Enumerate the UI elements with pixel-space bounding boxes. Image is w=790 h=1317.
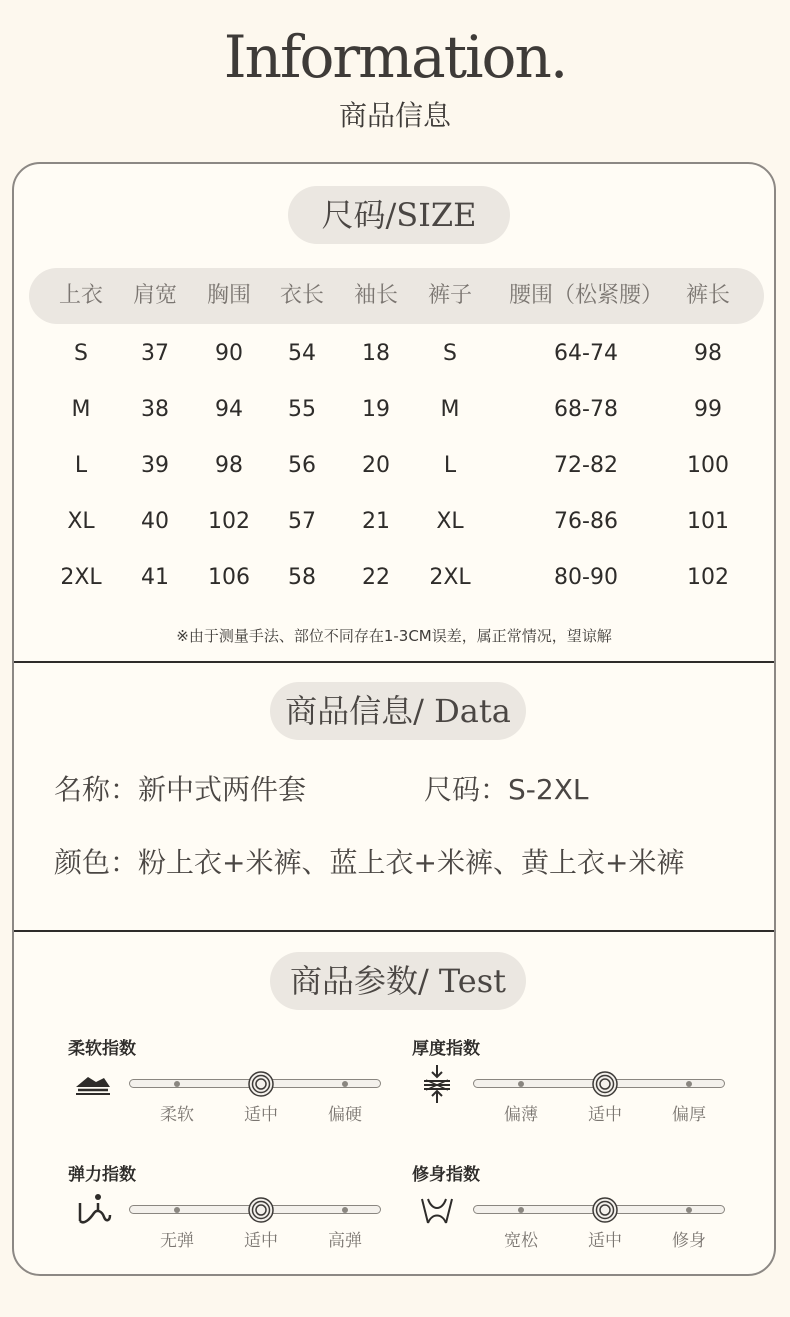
section-divider — [14, 930, 774, 932]
table-cell: 58 — [288, 565, 316, 590]
parameter-title: 柔软指数 — [68, 1039, 136, 1059]
level-dot — [686, 1081, 692, 1087]
level-dot — [686, 1207, 692, 1213]
level-dot — [518, 1207, 524, 1213]
parameter-title: 修身指数 — [412, 1165, 480, 1185]
level-dot — [342, 1081, 348, 1087]
column-header: 肩宽 — [132, 283, 178, 308]
parameter-title: 厚度指数 — [412, 1039, 480, 1059]
product-color-value: 粉上衣+米裤、蓝上衣+米裤、黄上衣+米裤 — [138, 846, 685, 879]
softness-icon — [70, 1063, 116, 1105]
column-header: 腰围（松紧腰） — [508, 283, 664, 308]
product-size-label: 尺码： — [424, 773, 509, 806]
table-cell: 76-86 — [554, 509, 618, 534]
column-header: 上衣 — [58, 283, 104, 308]
table-cell: 54 — [288, 341, 316, 366]
column-header: 裤子 — [427, 283, 473, 308]
table-cell: M — [71, 397, 91, 422]
column-header: 衣长 — [279, 283, 325, 308]
product-size-value: S-2XL — [508, 773, 589, 806]
page-subtitle: 商品信息 — [338, 99, 451, 132]
table-cell: S — [74, 341, 88, 366]
table-cell: 19 — [362, 397, 390, 422]
level-label: 适中 — [244, 1231, 278, 1251]
level-dot — [174, 1207, 180, 1213]
table-cell: 40 — [141, 509, 169, 534]
level-label: 偏薄 — [504, 1105, 538, 1125]
table-cell: 64-74 — [554, 341, 618, 366]
table-cell: 38 — [141, 397, 169, 422]
table-cell: 57 — [288, 509, 316, 534]
level-label: 适中 — [588, 1231, 622, 1251]
product-color-row — [54, 845, 684, 881]
level-dot — [518, 1081, 524, 1087]
product-name-value: 新中式两件套 — [138, 773, 307, 806]
level-label: 适中 — [588, 1105, 622, 1125]
measurement-note: ※由于测量手法、部位不同存在1-3CM误差，属正常情况，望谅解 — [176, 627, 612, 645]
selected-level-marker — [592, 1071, 618, 1097]
info-card — [12, 162, 776, 1276]
page-title: Information. — [223, 23, 567, 91]
level-label: 宽松 — [504, 1231, 538, 1251]
fit-icon — [414, 1189, 460, 1231]
table-cell: 18 — [362, 341, 390, 366]
product-color-label: 颜色： — [54, 846, 139, 879]
table-cell: 106 — [208, 565, 250, 590]
table-cell: 39 — [141, 453, 169, 478]
column-header: 裤长 — [685, 283, 731, 308]
table-cell: 99 — [694, 397, 722, 422]
product-name-label: 名称： — [54, 773, 139, 806]
table-cell: 2XL — [60, 565, 102, 590]
table-cell: M — [440, 397, 460, 422]
table-cell: XL — [67, 509, 95, 534]
table-cell: 98 — [215, 453, 243, 478]
level-label: 无弹 — [160, 1231, 194, 1251]
product-size-row — [424, 772, 589, 808]
table-cell: 90 — [215, 341, 243, 366]
table-cell: 80-90 — [554, 565, 618, 590]
selected-level-marker — [248, 1071, 274, 1097]
level-label: 柔软 — [160, 1105, 194, 1125]
table-cell: 55 — [288, 397, 316, 422]
level-label: 偏硬 — [328, 1105, 362, 1125]
table-cell: 2XL — [429, 565, 471, 590]
table-cell: 102 — [687, 565, 729, 590]
column-header: 袖长 — [353, 283, 399, 308]
table-cell: 98 — [694, 341, 722, 366]
table-cell: 102 — [208, 509, 250, 534]
table-cell: 37 — [141, 341, 169, 366]
table-cell: S — [443, 341, 457, 366]
level-dot — [342, 1207, 348, 1213]
table-cell: 21 — [362, 509, 390, 534]
level-label: 偏厚 — [672, 1105, 706, 1125]
table-cell: 68-78 — [554, 397, 618, 422]
table-cell: 20 — [362, 453, 390, 478]
level-label: 高弹 — [328, 1231, 362, 1251]
table-cell: 41 — [141, 565, 169, 590]
level-label: 修身 — [672, 1231, 706, 1251]
elasticity-icon — [70, 1189, 116, 1231]
table-cell: 101 — [687, 509, 729, 534]
section-divider — [14, 661, 774, 663]
level-dot — [174, 1081, 180, 1087]
parameter-title: 弹力指数 — [68, 1165, 136, 1185]
column-header: 胸围 — [206, 283, 252, 308]
test-heading: 商品参数/ Test — [270, 952, 526, 1010]
data-heading: 商品信息/ Data — [270, 682, 526, 740]
table-cell: L — [74, 453, 88, 478]
table-cell: 56 — [288, 453, 316, 478]
level-label: 适中 — [244, 1105, 278, 1125]
table-cell: 94 — [215, 397, 243, 422]
product-name-row — [54, 772, 306, 808]
selected-level-marker — [592, 1197, 618, 1223]
table-cell: 72-82 — [554, 453, 618, 478]
table-cell: 100 — [687, 453, 729, 478]
table-cell: XL — [436, 509, 464, 534]
table-cell: L — [443, 453, 457, 478]
table-cell: 22 — [362, 565, 390, 590]
selected-level-marker — [248, 1197, 274, 1223]
size-heading: 尺码/SIZE — [288, 186, 510, 244]
thickness-icon — [414, 1063, 460, 1105]
